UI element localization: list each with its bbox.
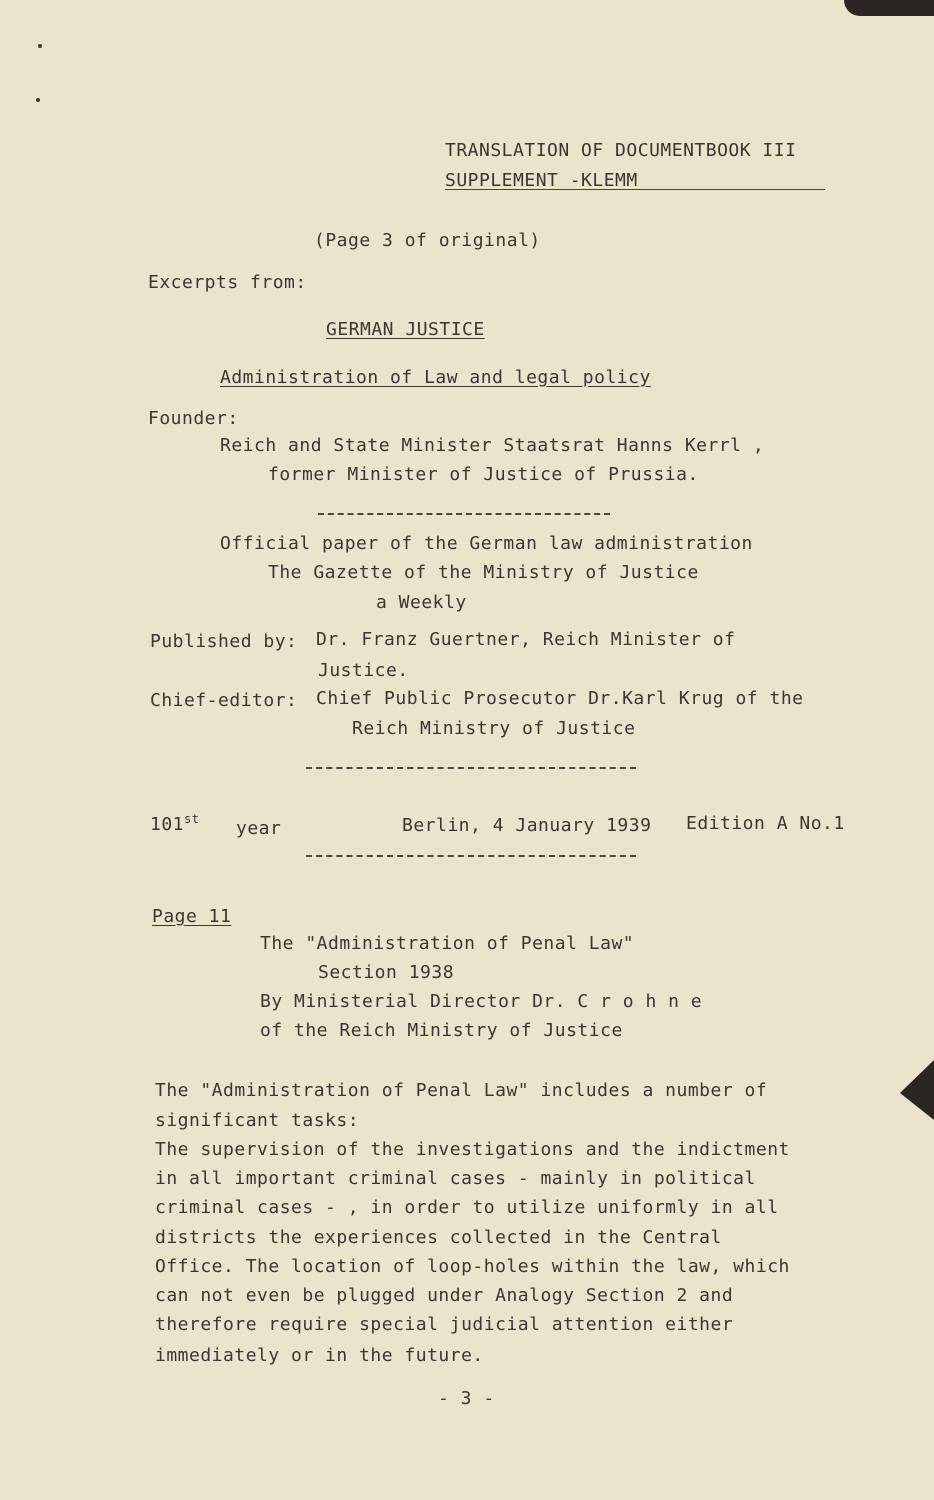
divider: [318, 513, 610, 515]
excerpts-label: Excerpts from:: [148, 272, 307, 293]
issue-place-date: Berlin, 4 January 1939: [402, 815, 652, 836]
chief-editor-line-1: Chief Public Prosecutor Dr.Karl Krug of the: [316, 688, 804, 709]
founder-line-1: Reich and State Minister Staatsrat Hanns Kerrl ,: [220, 435, 765, 456]
torn-corner: [844, 0, 934, 16]
publication-title: GERMAN JUSTICE: [326, 319, 485, 340]
issue-year: [150, 812, 199, 835]
body-line: can not even be plugged under Analogy Section 2 and: [155, 1285, 734, 1306]
body-line: therefore require special judicial attention either: [155, 1314, 734, 1335]
speck: [38, 44, 42, 48]
divider: [306, 767, 636, 769]
body-line: criminal cases - , in order to utilize uniformly in all: [155, 1197, 779, 1218]
header-title: TRANSLATION OF DOCUMENTBOOK III: [445, 140, 797, 161]
torn-edge: [900, 1060, 934, 1120]
published-by-label: Published by:: [150, 631, 298, 652]
chief-editor-label: Chief-editor:: [150, 690, 298, 711]
body-line: significant tasks:: [155, 1110, 360, 1131]
body-line: The "Administration of Penal Law" includes a number of: [155, 1080, 768, 1101]
founder-label: Founder:: [148, 408, 239, 429]
publication-subtitle: Administration of Law and legal policy: [220, 367, 651, 388]
published-by-line-1: Dr. Franz Guertner, Reich Minister of: [316, 629, 736, 650]
page-reference: (Page 3 of original): [314, 230, 541, 251]
published-by-line-2: Justice.: [318, 660, 409, 681]
article-page: Page 11: [152, 906, 232, 927]
issue-edition: Edition A No.1: [686, 813, 845, 834]
founder-line-2: former Minister of Justice of Prussia.: [268, 464, 699, 485]
article-title: The "Administration of Penal Law": [260, 933, 635, 954]
issue-year-number: 101: [150, 814, 185, 835]
header-underline: [445, 189, 825, 190]
body-line: The supervision of the investigations and the indictment: [155, 1139, 790, 1160]
divider: [306, 855, 636, 857]
header-supplement: SUPPLEMENT -KLEMM: [445, 170, 638, 191]
article-section: Section 1938: [318, 962, 455, 983]
official-line-3: a Weekly: [376, 592, 467, 613]
official-line-1: Official paper of the German law administration: [220, 533, 753, 554]
page-number: - 3 -: [438, 1388, 495, 1409]
article-affiliation: of the Reich Ministry of Justice: [260, 1020, 623, 1041]
body-line: in all important criminal cases - mainly in political: [155, 1168, 756, 1189]
body-line: Office. The location of loop-holes within the law, which: [155, 1256, 790, 1277]
body-line: districts the experiences collected in the Central: [155, 1227, 722, 1248]
issue-year-suffix: st: [184, 812, 200, 826]
chief-editor-line-2: Reich Ministry of Justice: [352, 718, 636, 739]
article-author: By Ministerial Director Dr. C r o h n e: [260, 991, 703, 1012]
issue-year-word: year: [236, 818, 282, 839]
body-line: immediately or in the future.: [155, 1345, 484, 1366]
official-line-2: The Gazette of the Ministry of Justice: [268, 562, 699, 583]
speck: [36, 98, 40, 102]
